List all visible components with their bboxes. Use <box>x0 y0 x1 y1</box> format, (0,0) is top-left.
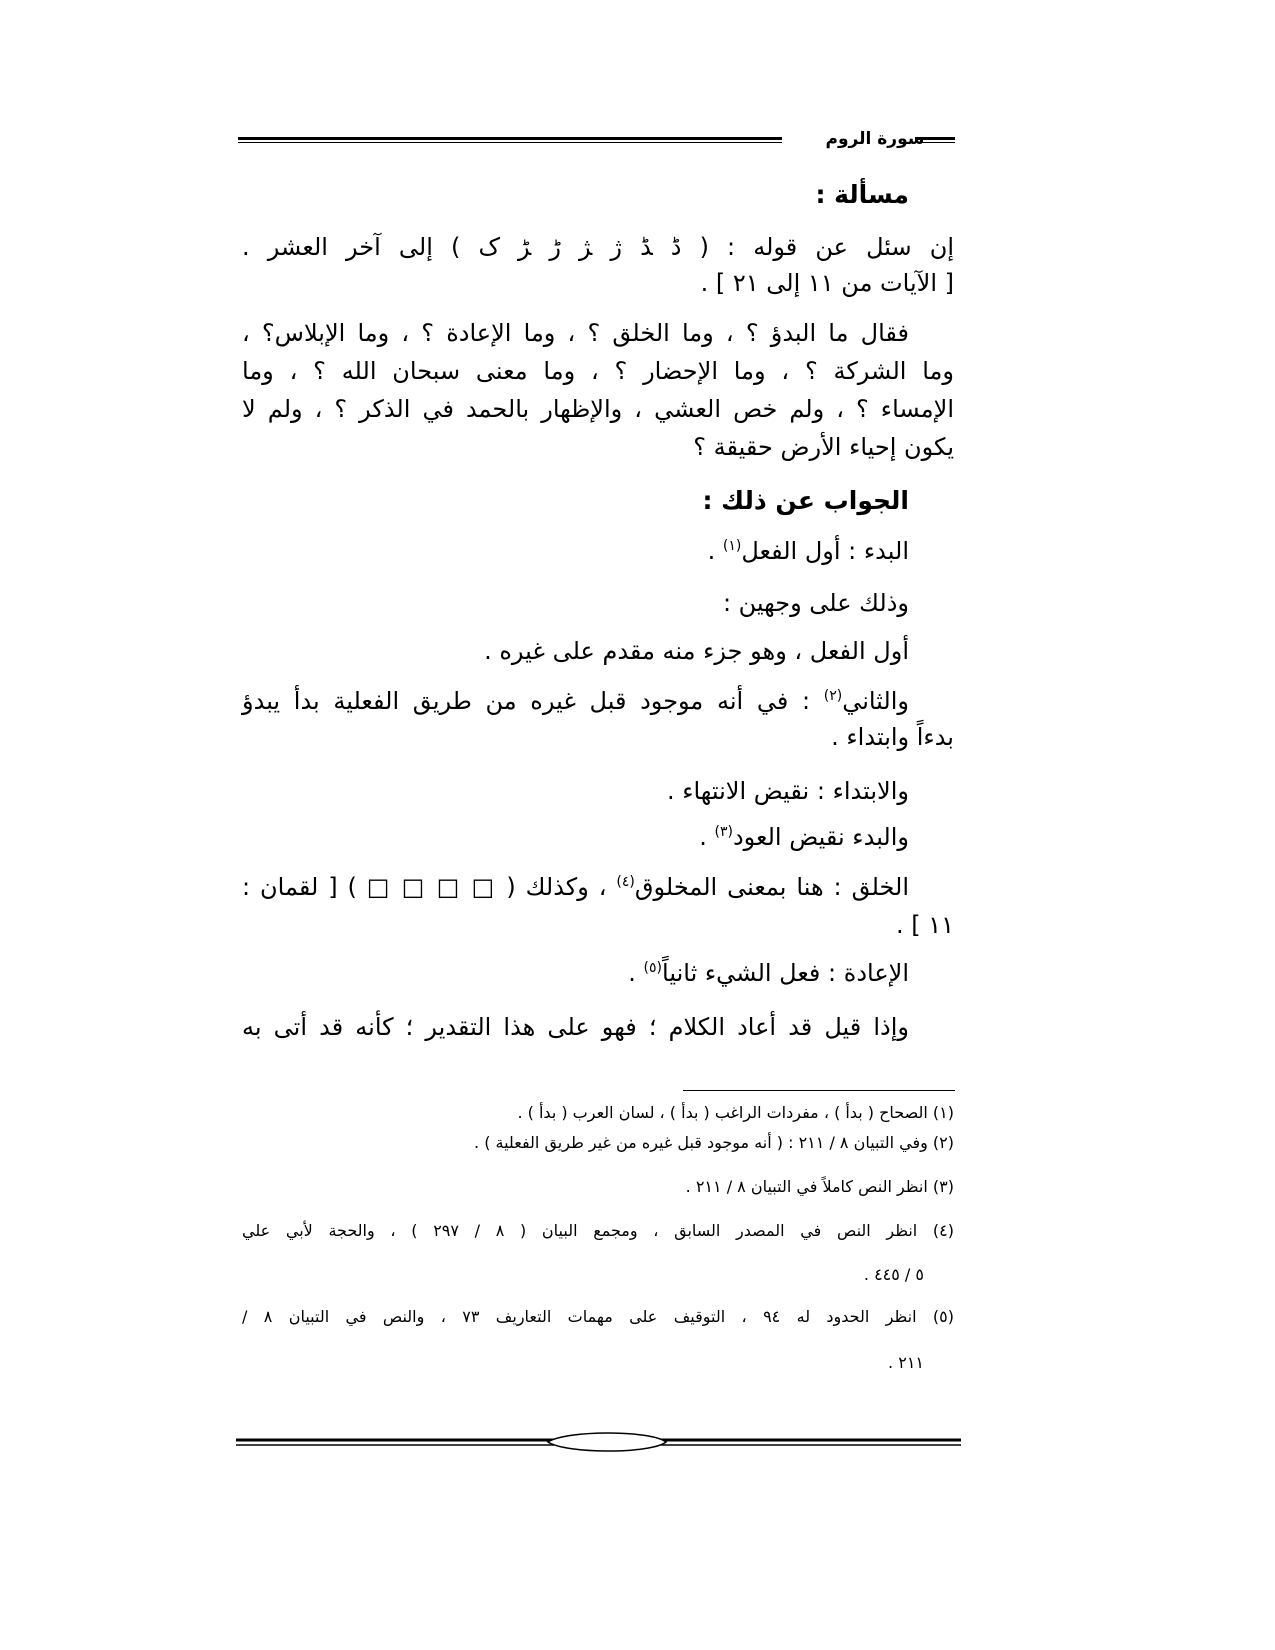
para2-line1: فقال ما البدؤ ؟ ، وما الخلق ؟ ، وما الإعادة ؟ ، وما الإبلاس؟ ، <box>242 319 909 347</box>
line-wajhayn: وذلك على وجهين : <box>722 589 909 617</box>
para1-line2: [ الآيات من ١١ إلى ٢١ ] . <box>700 269 954 297</box>
line-iada-tail: . <box>628 959 644 987</box>
line-ibtida: والابتداء : نقيض الانتهاء . <box>666 777 909 805</box>
line-thani-a: والثاني <box>842 687 909 715</box>
line-bad <box>708 536 909 566</box>
footnote-ref-3: (٣) <box>714 824 733 840</box>
footnote-ref-5: (٥) <box>643 960 663 976</box>
line-bad-tail: . <box>707 537 723 565</box>
line-khalq <box>242 872 954 902</box>
footnote-separator <box>683 1090 955 1091</box>
footnote-3: (٣) انظر النص كاملاً في التبيان ٨ / ٢١١ . <box>685 1177 954 1196</box>
line-iada-text: الإعادة : فعل الشيء ثانياً <box>662 959 909 987</box>
line-bad-text: البدء : أول الفعل <box>741 537 909 565</box>
footnote-ref-2: (٢) <box>823 688 843 704</box>
header-rule-left <box>238 137 782 143</box>
para2-line3: الإمساء ؟ ، ولم خص العشي ، والإظهار بالحمد في الذكر ؟ ، ولم لا <box>242 395 954 423</box>
footnote-4: (٤) انظر النص في المصدر السابق ، ومجمع البيان ( ٨ / ٢٩٧ ) ، والحجة لأبي علي <box>242 1221 955 1240</box>
footnote-5-cont: ٢١١ . <box>888 1353 924 1372</box>
line-thani-c: بدءاً وابتداء . <box>831 723 954 751</box>
line-bad2-text: والبدء نقيض العود <box>732 823 909 851</box>
line-first: أول الفعل ، وهو جزء منه مقدم على غيره . <box>484 637 909 665</box>
footnote-ref-4: (٤) <box>616 874 635 890</box>
line-bad2 <box>699 822 909 852</box>
line-thani-b: : في أنه موجود قبل غيره من طريق الفعلية بدأ يبدؤ <box>242 687 824 715</box>
line-khalq-a: الخلق : هنا بمعنى المخلوق <box>634 873 909 901</box>
para2-line4: يكون إحياء الأرض حقيقة ؟ <box>693 433 954 461</box>
line-khalq-c: ١١ ] . <box>895 911 954 939</box>
line-bad2-tail: . <box>699 823 715 851</box>
footnote-2: (٢) وفي التبيان ٨ / ٢١١ : ( أنه موجود قبل غيره من غير طريق الفعلية ) . <box>474 1133 954 1152</box>
line-khalq-b: ، وكذلك ( □ □ □ □ ) [ لقمان : <box>242 873 617 901</box>
answer-heading: الجواب عن ذلك : <box>702 486 909 515</box>
footnote-1: (١) الصحاح ( بدأ ) ، مفردات الراغب ( بدأ ) ، لسان العرب ( بدأ ) . <box>517 1103 954 1122</box>
line-iada <box>628 958 909 988</box>
question-heading: مسألة : <box>815 180 909 209</box>
line-last: وإذا قيل قد أعاد الكلام ؛ فهو على هذا التقدير ؛ كأنه قد أتى به <box>242 1013 909 1041</box>
page-number-ornament <box>236 1428 961 1458</box>
header-rule-right <box>915 137 955 143</box>
para2-line2: وما الشركة ؟ ، وما الإحضار ؟ ، وما معنى سبحان الله ؟ ، وما <box>242 357 954 385</box>
running-header-title: سورة الروم <box>825 129 925 149</box>
footnote-5: (٥) انظر الحدود له ٩٤ ، التوقيف على مهمات التعاريف ٧٣ ، والنص في التبيان ٨ / <box>242 1307 955 1326</box>
footnote-4-cont: ٥ / ٤٤٥ . <box>863 1265 924 1284</box>
line-thani <box>242 686 954 716</box>
footnote-ref-1: (١) <box>722 538 742 554</box>
para1-line1: إن سئل عن قوله : ( ﮈ ﮉ ﮊ ﮋ ﮌ ﮍ ﮎ ) إلى آخر العشر . <box>242 233 954 261</box>
